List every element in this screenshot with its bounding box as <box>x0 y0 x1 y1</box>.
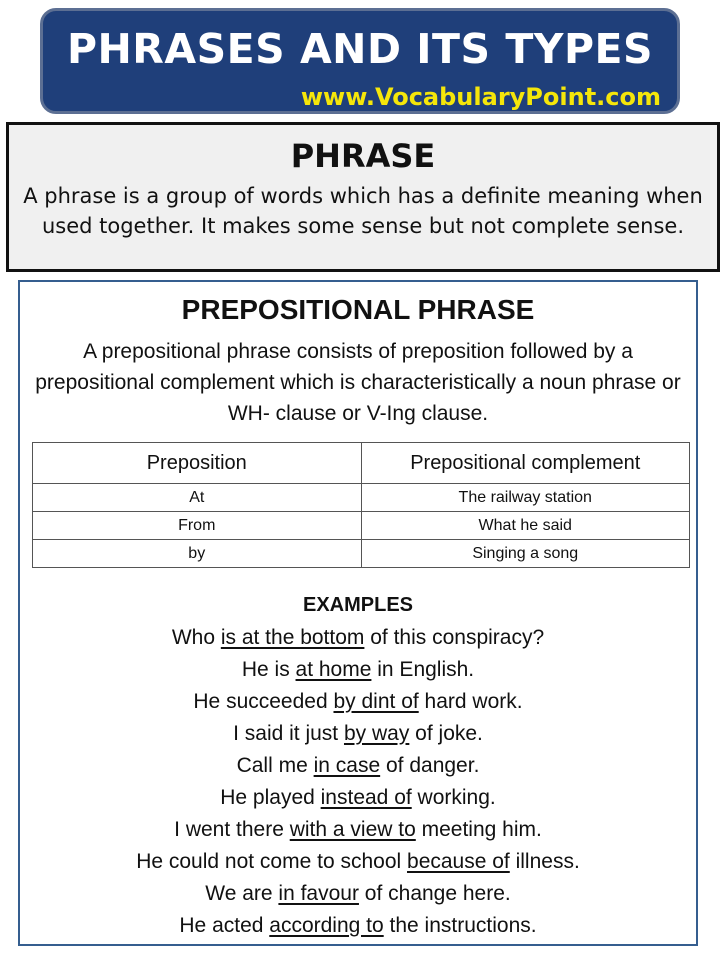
example-text-after: of danger. <box>380 754 480 777</box>
example-text-before: He acted <box>179 914 270 937</box>
title-banner <box>40 8 680 114</box>
example-text-before: He succeeded <box>193 690 334 713</box>
example-underlined-phrase: by way <box>343 722 410 745</box>
example-text-after: in English. <box>371 658 475 681</box>
preposition-table <box>32 442 690 568</box>
table-cell-preposition: At <box>33 484 362 512</box>
example-sentence <box>20 814 696 846</box>
example-underlined-phrase: by dint of <box>333 690 419 713</box>
column-header-preposition: Preposition <box>33 443 362 484</box>
table-row <box>33 484 690 512</box>
example-text-before: Who <box>171 626 221 649</box>
example-text-after: of joke. <box>409 722 483 745</box>
example-text-before: He could not come to school <box>136 850 408 873</box>
example-sentence <box>20 910 696 942</box>
example-text-after: of change here. <box>358 882 511 905</box>
example-sentence <box>20 654 696 686</box>
page-title: PHRASES AND ITS TYPES <box>66 25 654 73</box>
table-cell-complement: What he said <box>361 512 690 540</box>
phrase-heading: PHRASE <box>290 137 436 175</box>
example-sentence <box>20 846 696 878</box>
example-underlined-phrase: is at the bottom <box>220 626 365 649</box>
example-text-before: He played <box>220 786 321 809</box>
phrase-definition-text: A phrase is a group of words which has a definite meaning when used together. It makes some sense but not complete sense. <box>23 184 703 238</box>
examples-heading: EXAMPLES <box>302 594 414 616</box>
example-text-after: illness. <box>509 850 580 873</box>
example-text-before: We are <box>205 882 279 905</box>
example-underlined-phrase: at home <box>295 658 372 681</box>
example-underlined-phrase: in favour <box>278 882 359 905</box>
example-underlined-phrase: in case <box>313 754 381 777</box>
example-sentence <box>20 686 696 718</box>
example-text-before: I went there <box>174 818 290 841</box>
example-sentence <box>20 750 696 782</box>
example-text-after: the instructions. <box>383 914 537 937</box>
table-cell-complement: Singing a song <box>361 540 690 568</box>
table-cell-complement: The railway station <box>361 484 690 512</box>
prepositional-phrase-box <box>18 280 698 946</box>
example-sentence <box>20 718 696 750</box>
prepositional-definition-text: A prepositional phrase consists of preposition followed by a prepositional complement which is characteristically a noun phrase or WH- clause or V-Ing clause. <box>35 340 681 425</box>
example-underlined-phrase: with a view to <box>289 818 416 841</box>
column-header-complement: Prepositional complement <box>361 443 690 484</box>
phrase-definition-box <box>6 122 720 272</box>
example-text-after: hard work. <box>418 690 523 713</box>
examples-list <box>20 622 696 942</box>
example-text-after: working. <box>411 786 496 809</box>
example-sentence <box>20 622 696 654</box>
table-row <box>33 512 690 540</box>
website-url: www.VocabularyPoint.com <box>300 83 661 111</box>
example-underlined-phrase: instead of <box>320 786 412 809</box>
table-cell-preposition: From <box>33 512 362 540</box>
example-text-after: meeting him. <box>415 818 542 841</box>
table-header-row <box>33 443 690 484</box>
prepositional-heading: PREPOSITIONAL PHRASE <box>181 294 535 325</box>
example-text-before: Call me <box>236 754 314 777</box>
table-row <box>33 540 690 568</box>
example-text-after: of this conspiracy? <box>364 626 545 649</box>
example-text-before: He is <box>241 658 296 681</box>
example-text-before: I said it just <box>233 722 344 745</box>
example-sentence <box>20 782 696 814</box>
example-sentence <box>20 878 696 910</box>
table-cell-preposition: by <box>33 540 362 568</box>
example-underlined-phrase: because of <box>407 850 510 873</box>
example-underlined-phrase: according to <box>269 914 384 937</box>
